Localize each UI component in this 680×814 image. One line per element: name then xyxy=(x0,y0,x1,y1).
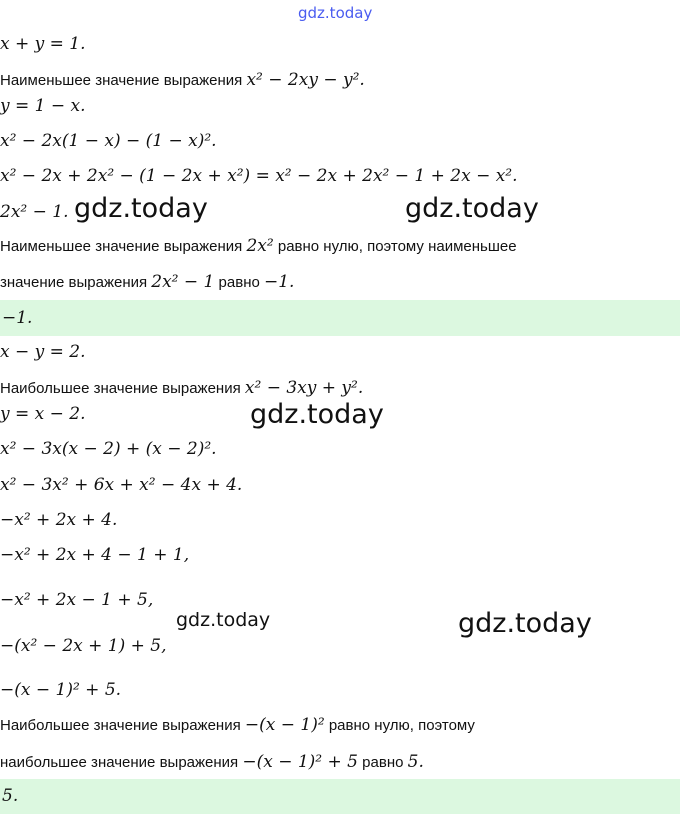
statement-text: Наименьшее значение выражения xyxy=(0,238,247,255)
equation-line: −x² + 2x − 1 + 5, xyxy=(0,590,154,610)
statement-text: наибольшее значение выражения xyxy=(0,754,243,771)
statement-math: 2x² xyxy=(246,236,274,256)
equation-line: 2x² − 1. xyxy=(0,202,69,222)
statement-text: Наибольшее значение выражения xyxy=(0,380,245,397)
statement-text: Наименьшее значение выражения xyxy=(0,72,247,89)
answer-box xyxy=(0,300,680,336)
equation-line: x² − 3x(x − 2) + (x − 2)². xyxy=(0,439,217,459)
statement-line xyxy=(0,752,424,772)
statement-math: x² − 3xy + y². xyxy=(244,378,364,398)
statement-line xyxy=(0,272,294,292)
equation-line: −x² + 2x + 4. xyxy=(0,510,118,530)
statement-line xyxy=(0,715,475,735)
statement-text: значение выражения xyxy=(0,274,152,291)
statement-text: Наибольшее значение выражения xyxy=(0,717,245,734)
statement-text: равно нулю, поэтому наименьшее xyxy=(273,238,517,255)
statement-math: x² − 2xy − y². xyxy=(246,70,365,90)
statement-text: равно нулю, поэтому xyxy=(324,717,475,734)
equation-line: x² − 2x + 2x² − (1 − 2x + x²) = x² − 2x + 2x² − 1 + 2x − x². xyxy=(0,166,518,186)
statement-line xyxy=(0,70,365,90)
watermark: gdz.today xyxy=(405,193,539,224)
answer-box xyxy=(0,779,680,814)
statement-line xyxy=(0,236,517,256)
watermark: gdz.today xyxy=(250,399,384,430)
answer-value: −1. xyxy=(2,308,33,328)
statement-text: равно xyxy=(358,754,408,771)
watermark-top: gdz.today xyxy=(298,4,373,22)
watermark: gdz.today xyxy=(458,608,592,639)
statement-line xyxy=(0,378,363,398)
statement-text: равно xyxy=(214,274,264,291)
equation-line: x² − 3x² + 6x + x² − 4x + 4. xyxy=(0,475,243,495)
equation-line: −x² + 2x + 4 − 1 + 1, xyxy=(0,545,190,565)
equation-line: x + y = 1. xyxy=(0,34,86,54)
equation-line: −(x² − 2x + 1) + 5, xyxy=(0,636,167,656)
watermark: gdz.today xyxy=(176,609,271,631)
equation-line: −(x − 1)² + 5. xyxy=(0,680,122,700)
statement-math: −(x − 1)² xyxy=(244,715,325,735)
statement-math: −1. xyxy=(264,272,295,292)
equation-line: x − y = 2. xyxy=(0,342,86,362)
statement-math: 5. xyxy=(407,752,424,772)
equation-line: y = x − 2. xyxy=(0,404,86,424)
equation-line: x² − 2x(1 − x) − (1 − x)². xyxy=(0,131,217,151)
answer-value: 5. xyxy=(2,786,19,806)
watermark: gdz.today xyxy=(74,193,208,224)
statement-math: −(x − 1)² + 5 xyxy=(242,752,358,772)
equation-line: y = 1 − x. xyxy=(0,96,86,116)
statement-math: 2x² − 1 xyxy=(151,272,215,292)
